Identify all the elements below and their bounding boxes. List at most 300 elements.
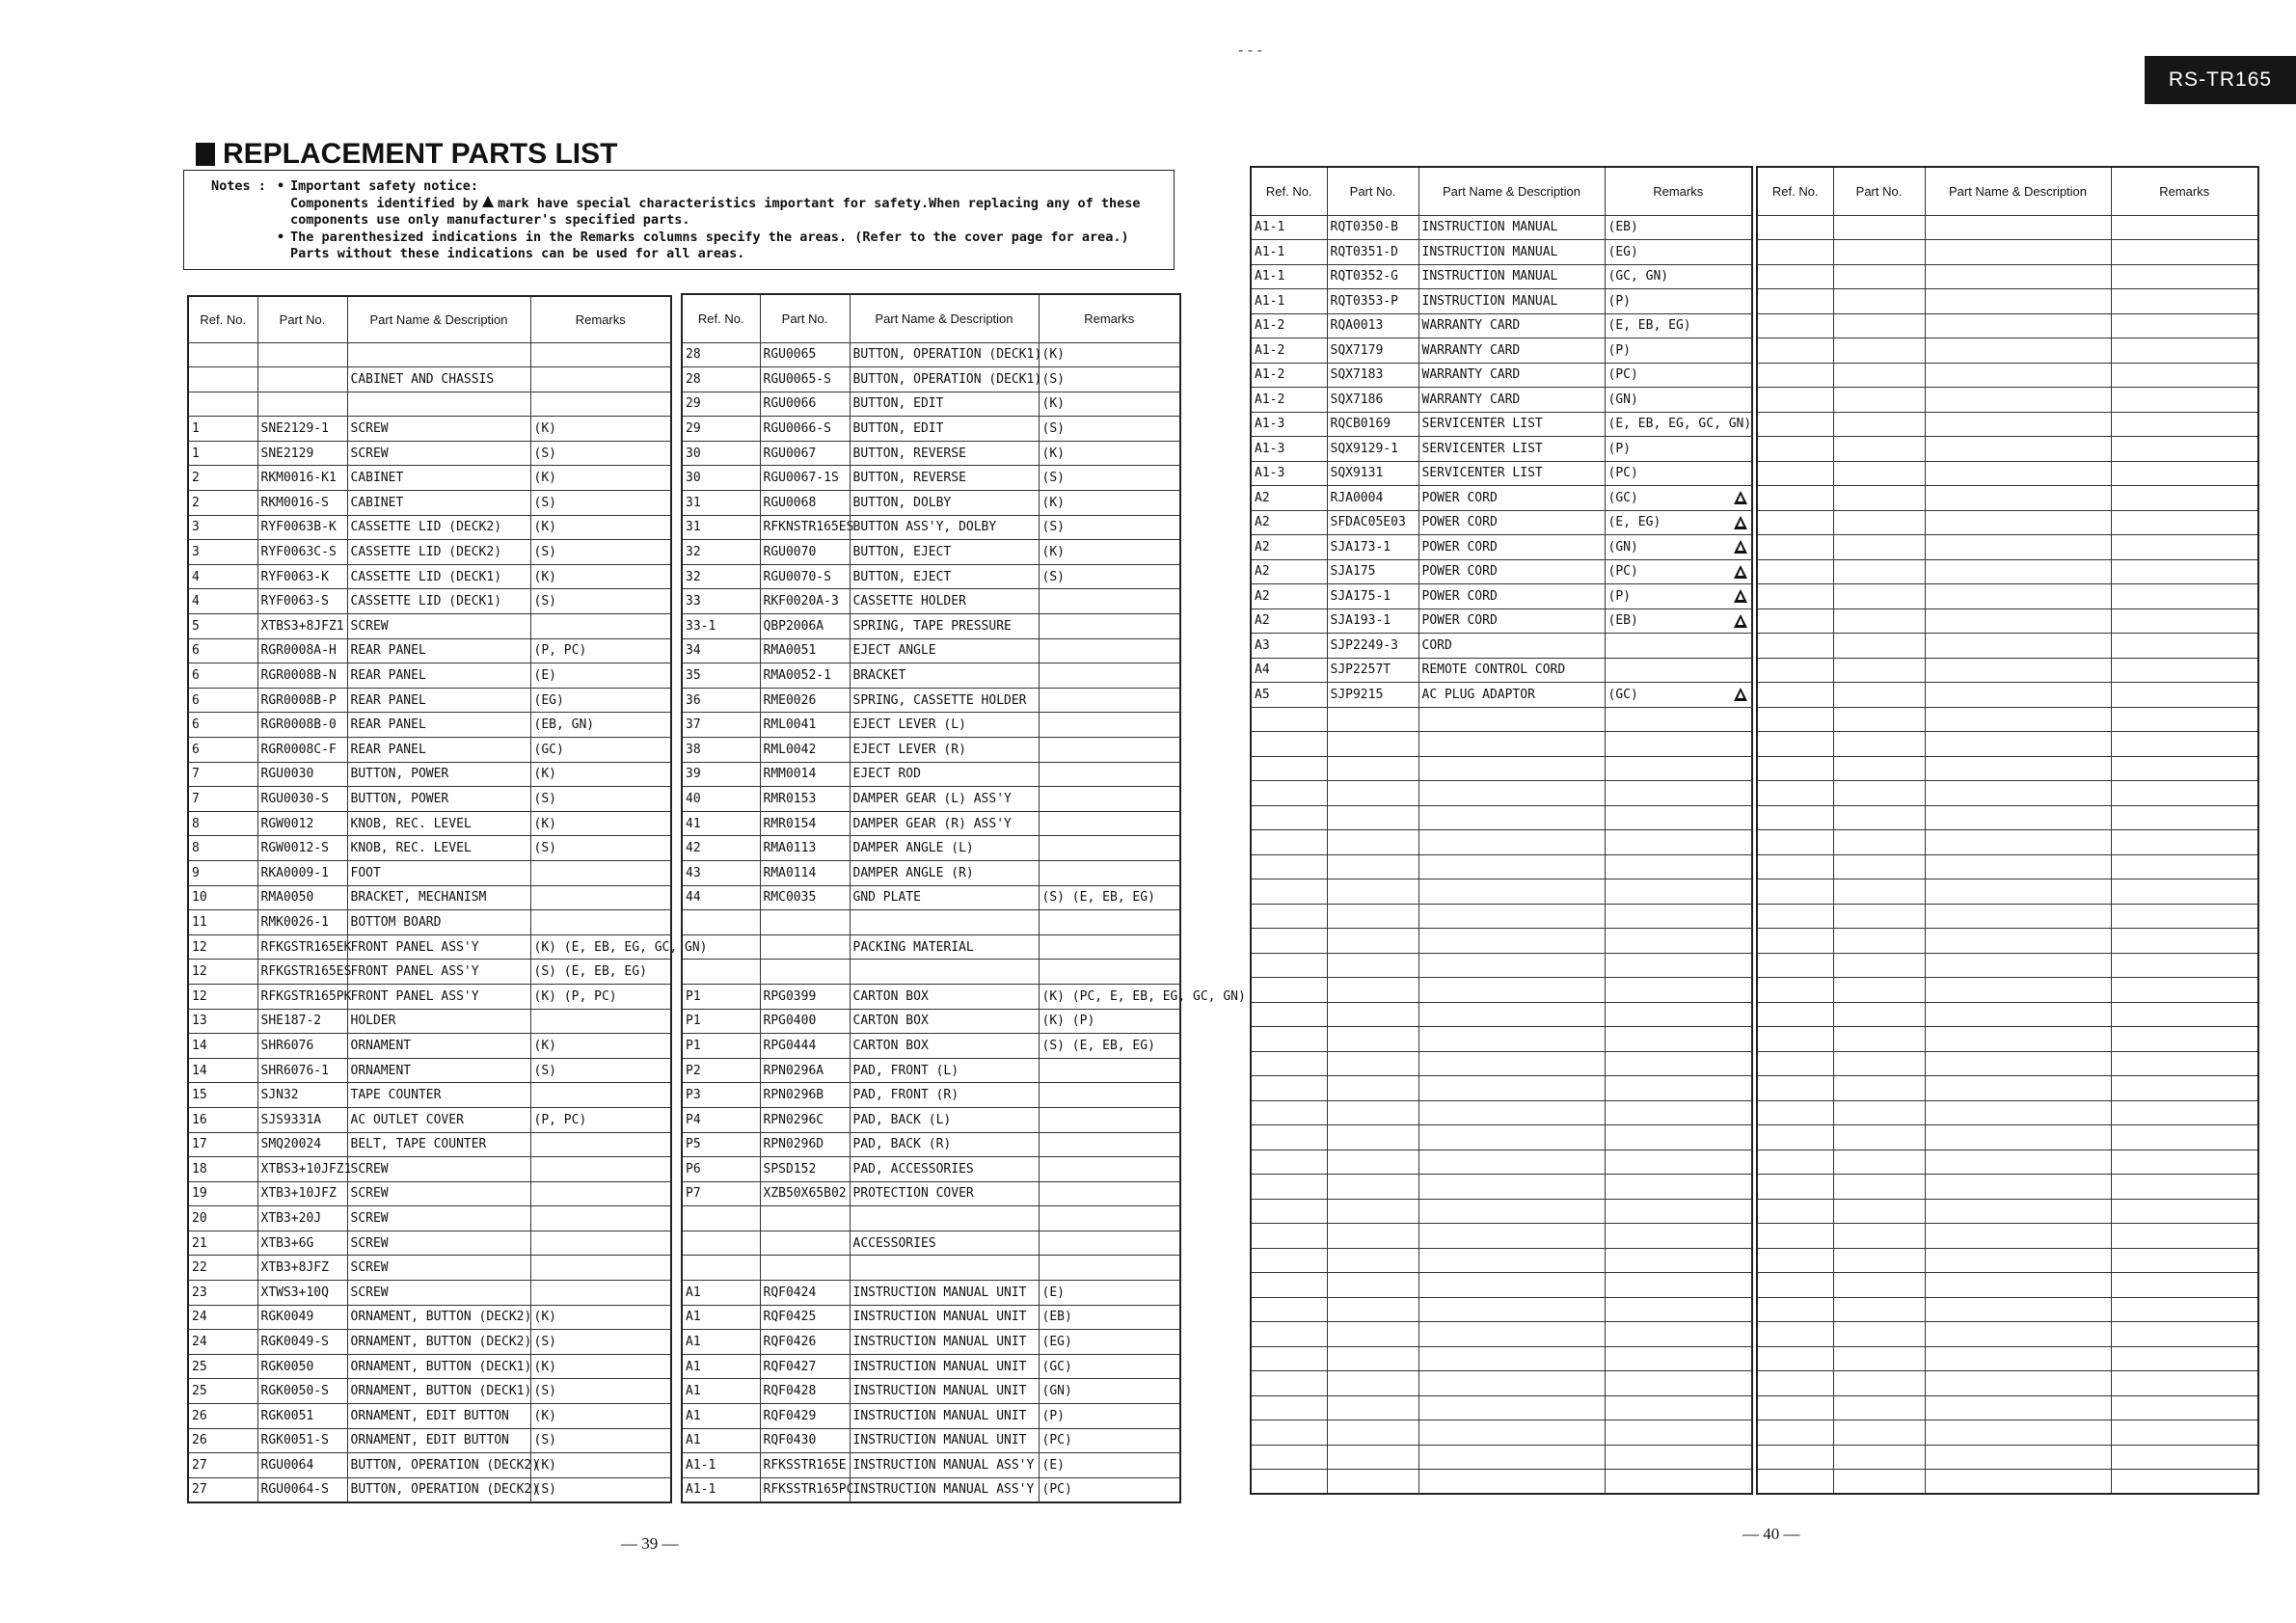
- ref-no-cell: [1757, 584, 1833, 609]
- description-cell: [1418, 1297, 1605, 1322]
- description-cell: [347, 342, 530, 367]
- description-cell: ORNAMENT, BUTTON (DECK1): [347, 1379, 530, 1404]
- notes-line-2b: mark have special characteristics important for safety.When replacing any of these: [498, 195, 1141, 211]
- ref-no-cell: 31: [682, 515, 760, 540]
- table-row: [1251, 264, 1752, 289]
- ref-no-cell: [1757, 634, 1833, 659]
- remarks-cell: [1039, 688, 1180, 713]
- col-description: Part Name & Description: [1418, 167, 1605, 215]
- table-row: [188, 934, 671, 960]
- ref-no-cell: [1251, 707, 1327, 732]
- remarks-cell: [2111, 1248, 2258, 1273]
- table-row: [1757, 707, 2258, 732]
- description-cell: SCREW: [347, 1281, 530, 1306]
- remarks-cell: [1605, 756, 1752, 781]
- ref-no-cell: [1757, 1346, 1833, 1371]
- description-cell: WARRANTY CARD: [1418, 388, 1605, 413]
- description-cell: SCREW: [347, 417, 530, 442]
- remarks-cell: [1039, 910, 1180, 935]
- table-row: [1757, 215, 2258, 240]
- ref-no-cell: 1: [188, 441, 257, 466]
- description-cell: BUTTON, OPERATION (DECK2): [347, 1477, 530, 1502]
- ref-no-cell: A5: [1251, 683, 1327, 708]
- table-row: [188, 1453, 671, 1478]
- table-row: [188, 1034, 671, 1059]
- notes-line-3: components use only manufacturer's specified parts.: [290, 212, 690, 228]
- part-no-cell: RMR0154: [760, 811, 850, 836]
- remarks-cell: (GC): [530, 738, 671, 763]
- table-row: [1251, 1420, 1752, 1446]
- col-remarks: Remarks: [2111, 167, 2258, 215]
- ref-no-cell: [1757, 1445, 1833, 1470]
- description-cell: [1418, 830, 1605, 855]
- part-no-cell: [1327, 1395, 1418, 1420]
- description-cell: ORNAMENT, EDIT BUTTON: [347, 1428, 530, 1453]
- ref-no-cell: [1251, 953, 1327, 978]
- ref-no-cell: [1251, 929, 1327, 954]
- ref-no-cell: A1: [682, 1379, 760, 1404]
- table-row: [1757, 634, 2258, 659]
- ref-no-cell: 31: [682, 491, 760, 516]
- part-no-cell: [1833, 363, 1925, 388]
- table-row: [188, 1132, 671, 1157]
- part-no-cell: [1833, 1273, 1925, 1298]
- ref-no-cell: 22: [188, 1256, 257, 1281]
- part-no-cell: [1833, 215, 1925, 240]
- description-cell: INSTRUCTION MANUAL UNIT: [850, 1330, 1039, 1355]
- table-row: [1251, 412, 1752, 437]
- description-cell: POWER CORD: [1418, 584, 1605, 609]
- description-cell: CARTON BOX: [850, 984, 1039, 1009]
- ref-no-cell: [1251, 854, 1327, 879]
- table-row: [1757, 1420, 2258, 1446]
- remarks-cell: [2111, 1002, 2258, 1027]
- ref-no-cell: A1-1: [1251, 289, 1327, 314]
- remarks-cell: [1039, 1083, 1180, 1108]
- part-no-cell: SJA175-1: [1327, 584, 1418, 609]
- remarks-cell: [2111, 412, 2258, 437]
- description-cell: [1925, 461, 2111, 486]
- remarks-cell: [2111, 1076, 2258, 1101]
- part-no-cell: RGU0065: [760, 342, 850, 367]
- remarks-cell: [2111, 978, 2258, 1003]
- table-row: [682, 1379, 1180, 1404]
- table-row: [1251, 929, 1752, 954]
- description-cell: [1925, 879, 2111, 905]
- ref-no-cell: 15: [188, 1083, 257, 1108]
- description-cell: BOTTOM BOARD: [347, 910, 530, 935]
- part-no-cell: RFKSSTR165PC: [760, 1477, 850, 1502]
- remarks-cell: [1039, 1256, 1180, 1281]
- page-number-right: — 40 —: [1742, 1525, 1800, 1543]
- part-no-cell: RGR0008B-N: [257, 663, 347, 689]
- description-cell: [1925, 1395, 2111, 1420]
- remarks-cell: (K): [530, 466, 671, 491]
- description-cell: ORNAMENT, BUTTON (DECK2): [347, 1330, 530, 1355]
- ref-no-cell: A2: [1251, 535, 1327, 560]
- description-cell: KNOB, REC. LEVEL: [347, 836, 530, 861]
- part-no-cell: RGK0050: [257, 1354, 347, 1379]
- remarks-cell: (S): [530, 1058, 671, 1083]
- table-row: [1757, 879, 2258, 905]
- table-row: [1757, 1051, 2258, 1076]
- description-cell: ORNAMENT: [347, 1058, 530, 1083]
- table-row: [1251, 978, 1752, 1003]
- table-row: [682, 589, 1180, 614]
- table-row: [682, 836, 1180, 861]
- remarks-cell: [530, 1181, 671, 1206]
- part-no-cell: [1327, 1346, 1418, 1371]
- part-no-cell: XTB3+8JFZ: [257, 1256, 347, 1281]
- remarks-cell: [1039, 1206, 1180, 1231]
- part-no-cell: [1327, 805, 1418, 830]
- remarks-cell: (S): [530, 1477, 671, 1502]
- remarks-cell: (P): [1605, 338, 1752, 364]
- remarks-cell: (S): [1039, 367, 1180, 392]
- part-no-cell: RME0026: [760, 688, 850, 713]
- ref-no-cell: 18: [188, 1157, 257, 1182]
- ref-no-cell: 4: [188, 564, 257, 589]
- table-row: [682, 466, 1180, 491]
- remarks-cell: [2111, 584, 2258, 609]
- remarks-cell: [2111, 879, 2258, 905]
- table-row: [188, 738, 671, 763]
- ref-no-cell: [1251, 1125, 1327, 1150]
- remarks-cell: [2111, 953, 2258, 978]
- ref-no-cell: 24: [188, 1330, 257, 1355]
- description-cell: ORNAMENT, BUTTON (DECK2): [347, 1305, 530, 1330]
- remarks-cell: (P): [1605, 289, 1752, 314]
- ref-no-cell: 29: [682, 392, 760, 417]
- remarks-cell: (GC): [1039, 1354, 1180, 1379]
- remarks-cell: [2111, 707, 2258, 732]
- table-row: [1251, 1051, 1752, 1076]
- remarks-cell: (GC): [1605, 683, 1752, 708]
- col-part-no: Part No.: [257, 296, 347, 342]
- ref-no-cell: [1251, 1175, 1327, 1200]
- description-cell: INSTRUCTION MANUAL: [1418, 289, 1605, 314]
- remarks-cell: (K) (P, PC): [530, 984, 671, 1009]
- ref-no-cell: [1757, 978, 1833, 1003]
- ref-no-cell: 23: [188, 1281, 257, 1306]
- remarks-cell: [2111, 1051, 2258, 1076]
- part-no-cell: RYF0063-K: [257, 564, 347, 589]
- part-no-cell: [1327, 879, 1418, 905]
- description-cell: INSTRUCTION MANUAL ASS'Y: [850, 1477, 1039, 1502]
- ref-no-cell: [1757, 437, 1833, 462]
- remarks-cell: [2111, 1445, 2258, 1470]
- remarks-cell: (PC): [1039, 1428, 1180, 1453]
- remarks-cell: [530, 1281, 671, 1306]
- ref-no-cell: [1251, 1420, 1327, 1446]
- description-cell: [1925, 1322, 2111, 1347]
- description-cell: BUTTON, OPERATION (DECK1): [850, 367, 1039, 392]
- ref-no-cell: 40: [682, 787, 760, 812]
- remarks-cell: (S): [1039, 515, 1180, 540]
- description-cell: [1418, 953, 1605, 978]
- bullet-icon: •: [277, 229, 285, 245]
- description-cell: POWER CORD: [1418, 486, 1605, 511]
- description-cell: ORNAMENT: [347, 1034, 530, 1059]
- remarks-cell: [530, 860, 671, 885]
- table-row: [1251, 1076, 1752, 1101]
- page-title-text: REPLACEMENT PARTS LIST: [223, 138, 618, 170]
- remarks-cell: (P): [1605, 584, 1752, 609]
- description-cell: [1418, 1346, 1605, 1371]
- table-row: [1251, 1199, 1752, 1224]
- remarks-cell: [530, 1231, 671, 1256]
- ref-no-cell: 27: [188, 1477, 257, 1502]
- part-no-cell: RQF0426: [760, 1330, 850, 1355]
- description-cell: EJECT ROD: [850, 762, 1039, 787]
- description-cell: CARTON BOX: [850, 1009, 1039, 1034]
- table-row: [1757, 1371, 2258, 1396]
- ref-no-cell: [682, 934, 760, 960]
- description-cell: [1925, 1224, 2111, 1249]
- table-row: [1757, 363, 2258, 388]
- ref-no-cell: 13: [188, 1009, 257, 1034]
- part-no-cell: SQX7186: [1327, 388, 1418, 413]
- table-row: [1757, 929, 2258, 954]
- ref-no-cell: 28: [682, 367, 760, 392]
- description-cell: SCREW: [347, 1206, 530, 1231]
- table-row: [1251, 781, 1752, 806]
- ref-no-cell: P4: [682, 1107, 760, 1132]
- table-row: [1757, 313, 2258, 338]
- description-cell: [1925, 781, 2111, 806]
- description-cell: [347, 392, 530, 417]
- ref-no-cell: 8: [188, 836, 257, 861]
- table-row: [188, 688, 671, 713]
- part-no-cell: [1327, 1445, 1418, 1470]
- ref-no-cell: [1757, 781, 1833, 806]
- table-row: [1251, 1297, 1752, 1322]
- table-row: [682, 367, 1180, 392]
- description-cell: AC OUTLET COVER: [347, 1107, 530, 1132]
- ref-no-cell: A1-1: [1251, 240, 1327, 265]
- scan-speck: - - -: [1238, 42, 1262, 59]
- ref-no-cell: [1757, 1395, 1833, 1420]
- description-cell: [1925, 756, 2111, 781]
- ref-no-cell: 7: [188, 787, 257, 812]
- ref-no-cell: [1757, 388, 1833, 413]
- part-no-cell: [1833, 240, 1925, 265]
- ref-no-cell: 39: [682, 762, 760, 787]
- description-cell: ORNAMENT, EDIT BUTTON: [347, 1404, 530, 1429]
- description-cell: [1925, 338, 2111, 364]
- description-cell: DAMPER ANGLE (R): [850, 860, 1039, 885]
- ref-no-cell: A1-3: [1251, 412, 1327, 437]
- part-no-cell: SPSD152: [760, 1157, 850, 1182]
- part-no-cell: [1327, 1199, 1418, 1224]
- table-row: [1757, 535, 2258, 560]
- remarks-cell: [1039, 960, 1180, 985]
- remarks-cell: [1039, 811, 1180, 836]
- remarks-cell: [1039, 1132, 1180, 1157]
- description-cell: [1418, 756, 1605, 781]
- part-no-cell: [1327, 854, 1418, 879]
- remarks-cell: [1039, 787, 1180, 812]
- part-no-cell: RPN0296A: [760, 1058, 850, 1083]
- remarks-cell: [2111, 559, 2258, 584]
- remarks-cell: [2111, 240, 2258, 265]
- remarks-cell: (GC, GN): [1605, 264, 1752, 289]
- ref-no-cell: P3: [682, 1083, 760, 1108]
- part-no-cell: [1833, 658, 1925, 683]
- part-no-cell: SJP2249-3: [1327, 634, 1418, 659]
- table-row: [1251, 1125, 1752, 1150]
- remarks-cell: (K) (PC, E, EB, EG, GC, GN): [1039, 984, 1180, 1009]
- ref-no-cell: P6: [682, 1157, 760, 1182]
- part-no-cell: [1327, 1420, 1418, 1446]
- remarks-cell: [1039, 1058, 1180, 1083]
- description-cell: [1925, 1199, 2111, 1224]
- description-cell: [850, 1206, 1039, 1231]
- description-cell: INSTRUCTION MANUAL UNIT: [850, 1404, 1039, 1429]
- description-cell: REAR PANEL: [347, 738, 530, 763]
- description-cell: FRONT PANEL ASS'Y: [347, 934, 530, 960]
- description-cell: BUTTON, DOLBY: [850, 491, 1039, 516]
- part-no-cell: [1833, 1150, 1925, 1175]
- ref-no-cell: A1-2: [1251, 363, 1327, 388]
- remarks-cell: [1039, 836, 1180, 861]
- ref-no-cell: A2: [1251, 510, 1327, 535]
- part-no-cell: RGR0008B-P: [257, 688, 347, 713]
- ref-no-cell: A1-1: [682, 1453, 760, 1478]
- ref-no-cell: [188, 342, 257, 367]
- table-row: [188, 417, 671, 442]
- ref-no-cell: 44: [682, 885, 760, 910]
- ref-no-cell: 25: [188, 1379, 257, 1404]
- table-row: [1757, 1346, 2258, 1371]
- description-cell: SERVICENTER LIST: [1418, 412, 1605, 437]
- remarks-cell: [530, 885, 671, 910]
- part-no-cell: RQT0350-B: [1327, 215, 1418, 240]
- part-no-cell: [1327, 978, 1418, 1003]
- part-no-cell: RQA0013: [1327, 313, 1418, 338]
- description-cell: [1925, 1248, 2111, 1273]
- ref-no-cell: 3: [188, 515, 257, 540]
- ref-no-cell: [1251, 879, 1327, 905]
- remarks-cell: (P): [1605, 437, 1752, 462]
- part-no-cell: [1327, 1273, 1418, 1298]
- part-no-cell: RPG0444: [760, 1034, 850, 1059]
- part-no-cell: [257, 392, 347, 417]
- table-row: [1251, 535, 1752, 560]
- table-row: [1757, 1199, 2258, 1224]
- table-row: [188, 367, 671, 392]
- description-cell: [1925, 805, 2111, 830]
- part-no-cell: SNE2129: [257, 441, 347, 466]
- remarks-cell: [1605, 781, 1752, 806]
- table-row: [1251, 240, 1752, 265]
- part-no-cell: [1833, 732, 1925, 757]
- table-row: [1757, 1150, 2258, 1175]
- table-row: [188, 515, 671, 540]
- description-cell: [1925, 1470, 2111, 1495]
- remarks-cell: (E): [1039, 1453, 1180, 1478]
- remarks-cell: (PC): [1039, 1477, 1180, 1502]
- description-cell: CASSETTE LID (DECK1): [347, 564, 530, 589]
- table-row: [188, 1305, 671, 1330]
- ref-no-cell: [1757, 1224, 1833, 1249]
- part-no-cell: [257, 367, 347, 392]
- remarks-cell: (S): [530, 1379, 671, 1404]
- part-no-cell: RMK0026-1: [257, 910, 347, 935]
- description-cell: BELT, TAPE COUNTER: [347, 1132, 530, 1157]
- ref-no-cell: [1757, 535, 1833, 560]
- table-row: [682, 1034, 1180, 1059]
- ref-no-cell: A1: [682, 1404, 760, 1429]
- description-cell: [1925, 658, 2111, 683]
- remarks-cell: [1605, 1273, 1752, 1298]
- part-no-cell: RPN0296C: [760, 1107, 850, 1132]
- ref-no-cell: [682, 910, 760, 935]
- part-no-cell: SJN32: [257, 1083, 347, 1108]
- part-no-cell: [1327, 929, 1418, 954]
- description-cell: [1925, 1150, 2111, 1175]
- ref-no-cell: [1757, 1371, 1833, 1396]
- ref-no-cell: A1-2: [1251, 388, 1327, 413]
- table-row: [188, 342, 671, 367]
- description-cell: BUTTON, OPERATION (DECK1): [850, 342, 1039, 367]
- part-no-cell: SFDAC05E03: [1327, 510, 1418, 535]
- part-no-cell: [1833, 584, 1925, 609]
- remarks-cell: [1605, 732, 1752, 757]
- part-no-cell: RGU0064-S: [257, 1477, 347, 1502]
- description-cell: [1925, 559, 2111, 584]
- table-row: [1251, 1445, 1752, 1470]
- ref-no-cell: [1757, 756, 1833, 781]
- part-no-cell: SQX7183: [1327, 363, 1418, 388]
- remarks-cell: (K): [1039, 540, 1180, 565]
- remarks-cell: (EG): [1039, 1330, 1180, 1355]
- part-no-cell: RKM0016-S: [257, 491, 347, 516]
- part-no-cell: [1833, 1445, 1925, 1470]
- part-no-cell: [1327, 1371, 1418, 1396]
- table-row: [682, 614, 1180, 639]
- table-row: [1757, 1297, 2258, 1322]
- part-no-cell: [1833, 1076, 1925, 1101]
- ref-no-cell: [1251, 732, 1327, 757]
- description-cell: INSTRUCTION MANUAL: [1418, 264, 1605, 289]
- ref-no-cell: 1: [188, 417, 257, 442]
- table-row: [1757, 683, 2258, 708]
- remarks-cell: (EB): [1605, 215, 1752, 240]
- part-no-cell: SJA175: [1327, 559, 1418, 584]
- description-cell: CORD: [1418, 634, 1605, 659]
- ref-no-cell: P1: [682, 1009, 760, 1034]
- ref-no-cell: A1-3: [1251, 461, 1327, 486]
- table-row: [188, 441, 671, 466]
- description-cell: [1925, 1346, 2111, 1371]
- table-row: [682, 491, 1180, 516]
- part-no-cell: RYF0063-S: [257, 589, 347, 614]
- table-row: [682, 738, 1180, 763]
- description-cell: [1418, 1027, 1605, 1052]
- remarks-cell: [1605, 830, 1752, 855]
- description-cell: INSTRUCTION MANUAL UNIT: [850, 1428, 1039, 1453]
- table-row: [682, 1009, 1180, 1034]
- safety-mark-icon: [1734, 614, 1747, 628]
- remarks-cell: [1605, 805, 1752, 830]
- description-cell: PAD, ACCESSORIES: [850, 1157, 1039, 1182]
- part-no-cell: [1833, 978, 1925, 1003]
- description-cell: [1418, 1273, 1605, 1298]
- description-cell: ACCESSORIES: [850, 1231, 1039, 1256]
- part-no-cell: RQT0352-G: [1327, 264, 1418, 289]
- remarks-cell: [2111, 609, 2258, 634]
